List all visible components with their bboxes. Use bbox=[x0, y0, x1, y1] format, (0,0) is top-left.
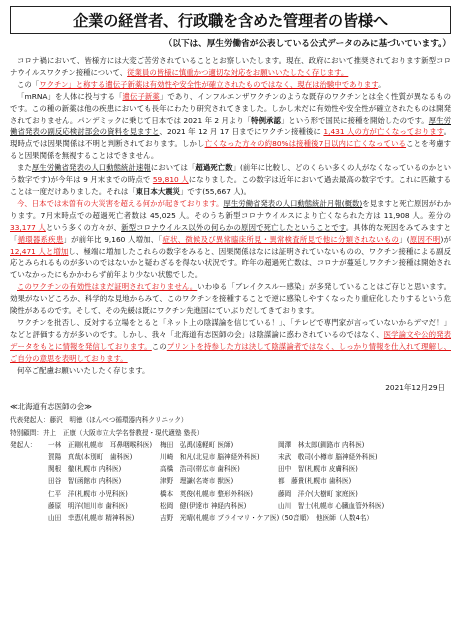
founder-row bbox=[10, 475, 451, 487]
text-run: ワクチンを批否し、反対する立場をとると「ネット上の陰謀論を信じている！」、「テレビで専門家が言っていないからデマだ！」などと評価する方が多いのです。しかし、我々「北海道有志医師の会」は陰謀論に惑わされているのではなく、 bbox=[10, 317, 451, 339]
text-run: いわゆる「ブレイクスルー感染」が多発していることはご存じと思います。効果がないどころか、科学的な見地からみて、このワクチンを接種することで逆に感染しやすくなったり重症化したりするという危険性があるのです。そして、その先緩は既にワクチン先進国にていぶりだしてきております。 bbox=[10, 282, 452, 316]
founder-row bbox=[10, 463, 451, 475]
paragraph-4 bbox=[10, 162, 451, 198]
founder-name: 田中 智(札幌市 皮膚科医) bbox=[278, 465, 358, 474]
founder-name: 梅田 弘禹(遠軽町 医師) bbox=[160, 440, 234, 449]
text-run: 。具体的な死因をみてみますと「 bbox=[10, 222, 451, 244]
text-run: が今年は 9 月末までの時点で bbox=[50, 175, 153, 185]
text-run: )が bbox=[440, 234, 451, 244]
paragraph-8: 何卒ご配慮お願いいたしたく存じます。 bbox=[17, 365, 150, 375]
founder-name: 山川 智士(札幌市 心臓血管外科医) bbox=[278, 501, 385, 510]
signatories bbox=[10, 414, 451, 524]
highlight-text: 原因不明 bbox=[409, 234, 441, 244]
text-run: 、2021 年 12 月 17 日までにワクチン接種後に bbox=[159, 127, 324, 137]
highlight-text: 遺伝子新薬 bbox=[122, 91, 160, 101]
text-run: 」が前年比 9,160 人増加、「 bbox=[63, 234, 163, 244]
founder-name: 岡澤 林太郎(釧路市 内科医) bbox=[278, 440, 365, 449]
text-run: になりました。この数字は近年において過去最高の数字です。これに匹敵することは一度だけありました。それは「 bbox=[10, 175, 451, 196]
founder-name: 高橋 浩司(帯広市 歯科医) bbox=[160, 465, 240, 474]
highlight-text: このワクチンの有効性はまだ証明されておりません。 bbox=[17, 282, 198, 292]
paragraph-7 bbox=[10, 317, 451, 365]
highlight-text: 従業員の皆様に慎重かつ適切な対応をお願いいたしたく存じます。 bbox=[127, 67, 349, 77]
adviser-name: 井上 正康（大阪市立大学名誉教授・現代適塾 塾長） bbox=[42, 428, 204, 437]
bold-text: 東日本大震災 bbox=[135, 186, 181, 196]
underlined-text: 厚生労働省発表の人口動態統計速報 bbox=[31, 163, 151, 173]
highlight-text: 医学論文や公的発表データをもとに情報を発信しております。 bbox=[10, 329, 451, 351]
founders-label: 発起人： bbox=[10, 440, 37, 449]
text-run: ことを考慮すると因果関係を無視することはできません。 bbox=[10, 139, 451, 161]
highlight-text: 12,471 人と増加 bbox=[10, 246, 69, 256]
bold-text: 特例承認 bbox=[251, 115, 281, 125]
text-run: また bbox=[17, 163, 32, 173]
founder-name: 関根 徹(札幌市 内科医) bbox=[48, 465, 122, 474]
paragraph-5 bbox=[10, 198, 451, 281]
founder-row bbox=[10, 512, 451, 524]
highlight-text: 33,177 人 bbox=[10, 222, 46, 232]
founder-name: 仁平 洋(札幌市 小児科医) bbox=[48, 489, 128, 498]
founder-name: 末武 敬司(小樽市 脳神経外科医) bbox=[278, 453, 378, 462]
text-run: 」です(55,667 人)。 bbox=[180, 186, 251, 196]
founder-name: 賀陽 真哉(本別町 歯科医) bbox=[48, 453, 133, 462]
founder-row bbox=[10, 439, 451, 451]
text-run: 」であり、インフルエンザワクチンのような既存のワクチンとは全く性質が異なるものです。この種の新薬は他の疾患においても長年にわたり研究されてきました。しかし未だに有効性や安全性が確立されたものは開発されておりません。パンデミックに乗じて日本では 2021 年 2 月より「 bbox=[10, 91, 452, 125]
text-run: を見ますと死亡原因がわかります。7月末時点での超過死亡者数は 45,025 人。そのうち新型コロナウイルスにより亡くなられた方は 11,908 人。差分の bbox=[10, 198, 451, 220]
text-run: 「mRNA」を人体に投与する「 bbox=[17, 91, 123, 101]
adviser-label: 特別顧問： bbox=[10, 428, 43, 437]
founder-name: 津野 理謙(名寄市 獣医) bbox=[160, 477, 234, 486]
text-run: 」という形で国民に接種を開始したのです。 bbox=[280, 115, 429, 125]
text-run: 」(前年に比較し、どのくらい多くの人がなくなっているのかという数字です) bbox=[10, 163, 451, 185]
founder-name: 藤岡 洋介(大樹町 家庭医) bbox=[278, 489, 358, 498]
letter-body bbox=[10, 55, 451, 376]
page-subtitle: （以下は、厚生労働省が公表している公式データのみに基づいています。） bbox=[163, 39, 451, 49]
page-title: 企業の経営者、行政職を含めた管理者の皆様へ bbox=[10, 6, 451, 34]
founder-name: 藤原 明洋(旭川市 歯科医) bbox=[48, 501, 128, 510]
founder-name: 一林 正剛(札幌市 耳鼻咽喉科医) bbox=[48, 440, 153, 449]
representative-name: 藤沢 明徳（ほんべつ循環器内科クリニック） bbox=[49, 416, 188, 425]
founder-name: 松岡 健(伊達市 神経内科医) bbox=[160, 501, 247, 510]
underlined-text: 厚生労働省発表の人口動態統計月報(概数) bbox=[223, 198, 363, 208]
text-run: 。現時点では因果関係は不明と判断されております。しかし bbox=[10, 127, 451, 149]
text-run: 」( bbox=[399, 234, 410, 244]
text-run: この「 bbox=[17, 79, 40, 89]
founder-name: 田谷 智(函館市 内科医) bbox=[48, 477, 122, 486]
representative-row bbox=[10, 414, 451, 426]
highlight-text: 循環器系疾患 bbox=[17, 234, 64, 244]
founder-name: 橋本 英俊(札幌市 整形外科医) bbox=[160, 489, 253, 498]
highlight-text: 1,431 人の方が亡くなっております bbox=[323, 127, 444, 137]
representative-label: 代表発起人： bbox=[10, 416, 50, 425]
paragraph-3 bbox=[10, 91, 451, 162]
text-run: という多くの方々が、 bbox=[45, 222, 122, 232]
underlined-text: 新型コロナウイルス以外の何らかの原因で死亡したということです bbox=[121, 222, 346, 232]
highlight-text: 亡くなった方々の約80%は接種後7日以内に亡くなっている bbox=[204, 139, 407, 149]
founder-row bbox=[10, 451, 451, 463]
highlight-text: 症状、徴候及び異常臨床所見・異常検査所見で他に分類されないもの bbox=[162, 234, 400, 244]
founder-name: 川崎 和凡(北見市 脳神経外科医) bbox=[160, 453, 260, 462]
text-run: コロナ禍において、皆様方には大変ご苦労されていることとお察しいたします。現在、政府において推奨されております新型コロナウイルスワクチン接種について、 bbox=[10, 56, 451, 77]
text-run: し、極端に増加したこれらの数字をみると、因果関係はなには証明されていないものの、ワクチン接種による副反応とみられるものが多いのではないかと疑わざるを得ない状況です。昨年の超過死亡数は、コロナが蔓延しワクチン接種は開始されていなかったにもかかわらず前年より少ない状態でした。 bbox=[10, 246, 451, 280]
paragraph-2 bbox=[10, 79, 451, 91]
text-run: においては「 bbox=[150, 163, 196, 173]
founder-name: 山田 幸恵(札幌市 精神科医) bbox=[48, 514, 135, 523]
highlight-text: ワクチン」と称する遺伝子新薬は有効性や安全性が確立されたものではなく、現在は治験中であります bbox=[39, 79, 379, 89]
bold-text: 超過死亡数 bbox=[195, 163, 233, 173]
founder-row bbox=[10, 488, 451, 500]
adviser-row bbox=[10, 427, 451, 439]
founder-name: 都 藤貴(札幌市 歯科医) bbox=[278, 477, 352, 486]
paragraph-6 bbox=[10, 281, 451, 317]
highlight-text: 今、日本では未曽有の大災害を超える何かが起きております。 bbox=[17, 198, 224, 208]
founder-name: 吉野 光晴(札幌市 プライマリ・ケア医) bbox=[160, 514, 280, 523]
underlined-text: 厚生労働省発表の副反応検討部会の資料を見ますと bbox=[10, 115, 451, 137]
highlight-text: プリントを持参した方は決して陰謀論者ではなく、しっかり情報を仕入れて理解し、ご自分の意思を表明しております。 bbox=[10, 341, 451, 363]
founder-row bbox=[10, 500, 451, 512]
founder-name: （50音順） 他医師（人数4名） bbox=[278, 514, 374, 523]
text-run: この bbox=[151, 341, 167, 351]
paragraph-1 bbox=[10, 55, 451, 79]
organization-name: ≪北海道有志医師の会≫ bbox=[10, 402, 92, 412]
letter-date: 2021年12月29日 bbox=[385, 383, 445, 393]
highlight-text: 59,810 人 bbox=[152, 175, 189, 185]
text-run: 。 bbox=[378, 79, 386, 89]
